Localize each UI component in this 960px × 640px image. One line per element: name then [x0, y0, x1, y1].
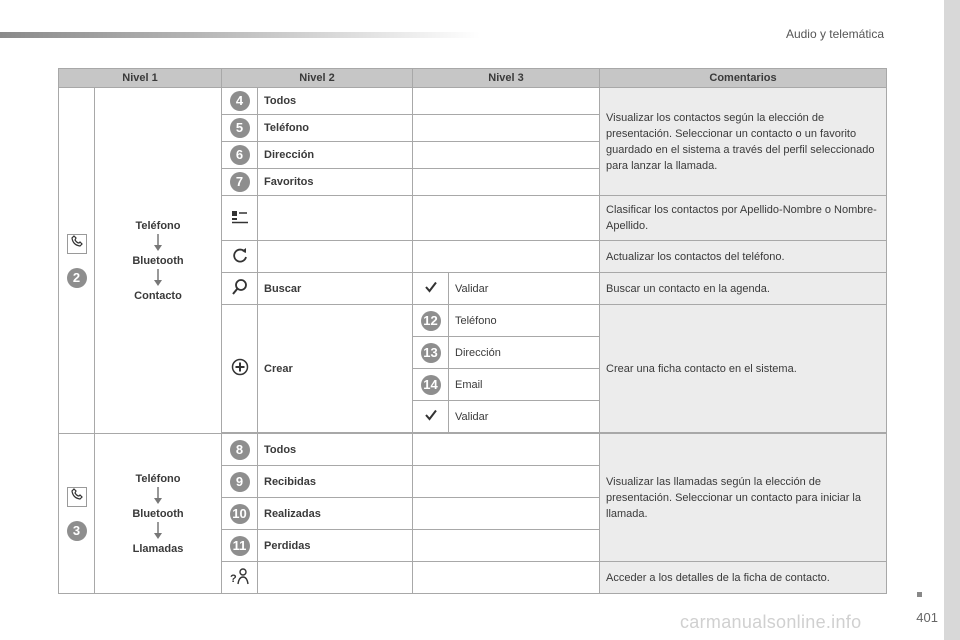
arrow-down-icon [153, 269, 163, 287]
arrow-down-icon [153, 234, 163, 252]
option-crear: Crear [258, 305, 413, 433]
page-marker [917, 592, 922, 597]
option-recibidas: Recibidas [258, 466, 413, 498]
step-badge-11: 11 [230, 536, 250, 556]
svg-text:?: ? [229, 573, 237, 585]
refresh-icon [231, 246, 249, 264]
comment-refresh-contacts: Actualizar los contactos del teléfono. [600, 241, 887, 273]
group2-level1-icons [59, 434, 95, 594]
step-badge-6: 6 [230, 145, 250, 165]
option-todos: Todos [258, 88, 413, 115]
chain-item-llamadas: Llamadas [132, 542, 184, 555]
step-badge-7: 7 [230, 172, 250, 192]
checkmark-icon [425, 409, 437, 421]
page-edge-strip [944, 0, 960, 640]
option-realizadas: Realizadas [258, 498, 413, 530]
comment-view-contacts: Visualizar los contactos según la elección de presentación. Seleccionar un contacto o un favorito guardado en el sistema a través del perfil seleccionado para lanzar la llamada. [600, 88, 887, 196]
table-header-row [59, 69, 887, 88]
section-title: Audio y telemática [785, 27, 884, 41]
header-gradient-bar [0, 32, 480, 38]
phone-handset-icon [67, 234, 87, 254]
comment-search-contact: Buscar un contacto en la agenda. [600, 273, 887, 305]
step-badge-4: 4 [230, 91, 250, 111]
page-number: 401 [916, 610, 938, 625]
step-badge-13: 13 [421, 343, 441, 363]
step-badge-5: 5 [230, 118, 250, 138]
menu-table [58, 68, 887, 594]
step-badge-2: 2 [67, 268, 87, 288]
create-option-validar: Validar [449, 401, 600, 433]
chain-item-telefono: Teléfono [135, 472, 181, 485]
option-validar: Validar [449, 273, 600, 305]
option-todos: Todos [258, 434, 413, 466]
chain-item-bluetooth: Bluetooth [132, 507, 184, 520]
comment-sort-contacts: Clasificar los contactos por Apellido-Nombre o Nombre-Apellido. [600, 196, 887, 241]
create-option-direccion: Dirección [449, 337, 600, 369]
table-row [59, 434, 887, 466]
search-icon [231, 278, 249, 296]
option-buscar: Buscar [258, 273, 413, 305]
step-badge-14: 14 [421, 375, 441, 395]
chain-item-telefono: Teléfono [135, 219, 181, 232]
chain-item-contacto: Contacto [134, 289, 182, 302]
col-header-level1: Nivel 1 [59, 69, 222, 88]
col-header-level2: Nivel 2 [222, 69, 413, 88]
option-perdidas: Perdidas [258, 530, 413, 562]
comment-view-calls: Visualizar las llamadas según la elección de presentación. Seleccionar un contacto para iniciar la llamada. [600, 434, 887, 562]
group1-level1-chain [95, 88, 222, 434]
contact-details-icon [229, 567, 251, 585]
option-favoritos: Favoritos [258, 169, 413, 196]
chain-item-bluetooth: Bluetooth [132, 254, 184, 267]
step-badge-12: 12 [421, 311, 441, 331]
sort-contacts-icon [231, 210, 249, 224]
arrow-down-icon [153, 487, 163, 505]
option-direccion: Dirección [258, 142, 413, 169]
comment-contact-details: Acceder a los detalles de la ficha de contacto. [600, 562, 887, 594]
checkmark-icon [425, 281, 437, 293]
phone-handset-icon [67, 487, 87, 507]
group2-level1-chain [95, 434, 222, 594]
create-option-telefono: Teléfono [449, 305, 600, 337]
col-header-comments: Comentarios [600, 69, 887, 88]
comment-create-contact: Crear una ficha contacto en el sistema. [600, 305, 887, 433]
group1-level1-icons [59, 88, 95, 434]
step-badge-10: 10 [230, 504, 250, 524]
step-badge-9: 9 [230, 472, 250, 492]
add-circle-icon [231, 358, 249, 376]
watermark: carmanualsonline.info [680, 612, 862, 632]
option-telefono: Teléfono [258, 115, 413, 142]
col-header-level3: Nivel 3 [413, 69, 600, 88]
arrow-down-icon [153, 522, 163, 540]
step-badge-8: 8 [230, 440, 250, 460]
create-option-email: Email [449, 369, 600, 401]
step-badge-3: 3 [67, 521, 87, 541]
table-row [59, 88, 887, 115]
